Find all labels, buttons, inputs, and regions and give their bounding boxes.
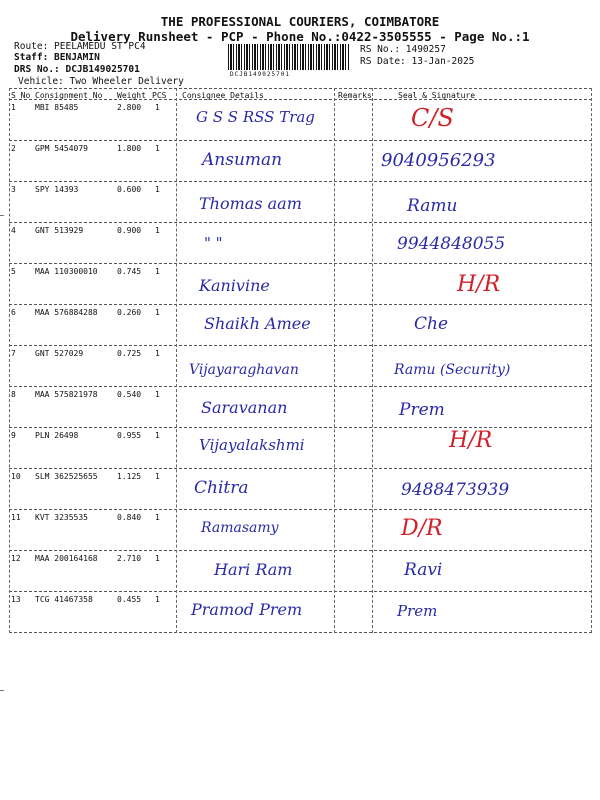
table-rule [9, 345, 592, 346]
handwritten-seal: C/S [411, 104, 454, 132]
cell-sno: 8 [11, 390, 16, 399]
handwritten-consignee: Shaikh Amee [204, 314, 311, 333]
company-title: THE PROFESSIONAL COURIERS, COIMBATORE [160, 14, 440, 29]
handwritten-seal: D/R [401, 516, 443, 541]
cell-consignment: MAA 576884288 [35, 308, 98, 317]
cell-consignment: PLN 26498 [35, 431, 79, 440]
drs-number: DRS No.: DCJB149025701 [14, 64, 140, 75]
cell-consignment: TCG 41467358 [35, 595, 93, 604]
cell-pcs: 1 [155, 267, 160, 276]
cell-weight: 0.600 [117, 185, 142, 194]
handwritten-consignee: Chitra [194, 478, 249, 498]
cell-pcs: 1 [155, 472, 160, 481]
table-rule [9, 509, 592, 510]
cell-sno: 6 [11, 308, 16, 317]
cell-sno: 5 [11, 267, 16, 276]
cell-consignment: MAA 575821978 [35, 390, 98, 399]
handwritten-consignee: Vijayaraghavan [189, 362, 299, 378]
cell-consignment: MAA 200164168 [35, 554, 98, 563]
margin-mark [0, 690, 4, 691]
cell-pcs: 1 [155, 103, 160, 112]
cell-sno: 11 [11, 513, 21, 522]
cell-sno: 12 [11, 554, 21, 563]
table-rule [9, 591, 592, 592]
cell-sno: 13 [11, 595, 21, 604]
cell-sno: 2 [11, 144, 16, 153]
cell-pcs: 1 [155, 308, 160, 317]
handwritten-seal: 9944848055 [397, 234, 506, 254]
table-rule [9, 88, 10, 633]
handwritten-seal: Prem [399, 400, 445, 420]
cell-weight: 0.745 [117, 267, 142, 276]
cell-consignment: SPY 14393 [35, 185, 79, 194]
handwritten-seal: Prem [397, 602, 438, 620]
cell-weight: 0.260 [117, 308, 142, 317]
cell-consignment: SLM 362525655 [35, 472, 98, 481]
runsheet-subtitle: Delivery Runsheet - PCP - Phone No.:0422-3505555 - Page No.:1 [70, 29, 530, 44]
vehicle-label: Vehicle: Two Wheeler Delivery [18, 76, 184, 87]
table-rule [9, 88, 592, 89]
col-header-weight: Weight [117, 91, 146, 100]
col-header-pcs: PCS [152, 91, 167, 100]
cell-consignment: GNT 513929 [35, 226, 84, 235]
cell-pcs: 1 [155, 513, 160, 522]
table-rule [9, 263, 592, 264]
handwritten-consignee: Pramod Prem [191, 600, 303, 619]
cell-consignment: GNT 527029 [35, 349, 84, 358]
handwritten-seal: 9488473939 [401, 480, 510, 500]
handwritten-consignee: Ansuman [202, 150, 283, 170]
table-rule [9, 427, 592, 428]
handwritten-consignee: Hari Ram [214, 560, 293, 579]
runsheet-table [9, 88, 592, 633]
cell-consignment: KVT 3235535 [35, 513, 88, 522]
table-rule [9, 468, 592, 469]
barcode-text: DCJB149025701 [230, 71, 290, 78]
col-header-consignment: Consignment No [35, 91, 103, 100]
cell-weight: 0.455 [117, 595, 142, 604]
handwritten-consignee: Ramasamy [201, 520, 279, 536]
cell-consignment: MAA 110300010 [35, 267, 98, 276]
cell-sno: 1 [11, 103, 16, 112]
barcode [228, 44, 350, 70]
cell-weight: 0.725 [117, 349, 142, 358]
cell-pcs: 1 [155, 144, 160, 153]
table-rule [9, 140, 592, 141]
handwritten-seal: 9040956293 [381, 150, 496, 171]
cell-pcs: 1 [155, 226, 160, 235]
cell-weight: 2.800 [117, 103, 142, 112]
cell-weight: 0.840 [117, 513, 142, 522]
handwritten-seal: H/R [449, 428, 493, 453]
cell-sno: 9 [11, 431, 16, 440]
cell-weight: 2.710 [117, 554, 142, 563]
handwritten-seal: H/R [457, 272, 501, 297]
cell-pcs: 1 [155, 595, 160, 604]
handwritten-consignee: Saravanan [201, 398, 288, 417]
cell-sno: 4 [11, 226, 16, 235]
cell-weight: 1.125 [117, 472, 142, 481]
handwritten-consignee: Vijayalakshmi [199, 436, 305, 454]
cell-consignment: MBI 85485 [35, 103, 79, 112]
cell-pcs: 1 [155, 390, 160, 399]
cell-weight: 0.900 [117, 226, 142, 235]
table-rule [9, 632, 592, 633]
handwritten-consignee: G S S RSS Trag [196, 108, 315, 126]
route-label: Route: PEELAMEDU ST PC4 [14, 41, 146, 52]
table-rule [9, 304, 592, 305]
col-header-consignee: Consignee Details [182, 91, 264, 100]
table-rule [334, 88, 335, 633]
staff-label: Staff: BENJAMIN [14, 52, 100, 63]
table-rule [9, 181, 592, 182]
margin-mark [0, 215, 4, 216]
rs-number: RS No.: 1490257 [360, 44, 446, 55]
table-rule [176, 88, 177, 633]
cell-sno: 7 [11, 349, 16, 358]
cell-weight: 0.540 [117, 390, 142, 399]
handwritten-seal: Ramu (Security) [394, 362, 511, 378]
cell-pcs: 1 [155, 431, 160, 440]
handwritten-seal: Che [414, 314, 449, 334]
cell-sno: 3 [11, 185, 16, 194]
table-rule [9, 222, 592, 223]
cell-pcs: 1 [155, 554, 160, 563]
cell-sno: 10 [11, 472, 21, 481]
col-header-seal: Seal & Signature [398, 91, 476, 100]
col-header-remarks: Remarks [338, 91, 372, 100]
handwritten-consignee: " " [204, 234, 223, 252]
cell-weight: 1.800 [117, 144, 142, 153]
table-rule [372, 88, 373, 633]
col-header-sno: S No [11, 91, 31, 100]
handwritten-seal: Ramu [407, 196, 458, 216]
table-rule [9, 550, 592, 551]
table-rule [9, 386, 592, 387]
handwritten-consignee: Kanivine [199, 276, 270, 295]
cell-weight: 0.955 [117, 431, 142, 440]
table-rule [591, 88, 592, 633]
rs-date: RS Date: 13-Jan-2025 [360, 56, 475, 67]
handwritten-seal: Ravi [404, 560, 443, 580]
handwritten-consignee: Thomas aam [199, 194, 302, 213]
cell-pcs: 1 [155, 349, 160, 358]
cell-pcs: 1 [155, 185, 160, 194]
cell-consignment: GPM 5454079 [35, 144, 88, 153]
